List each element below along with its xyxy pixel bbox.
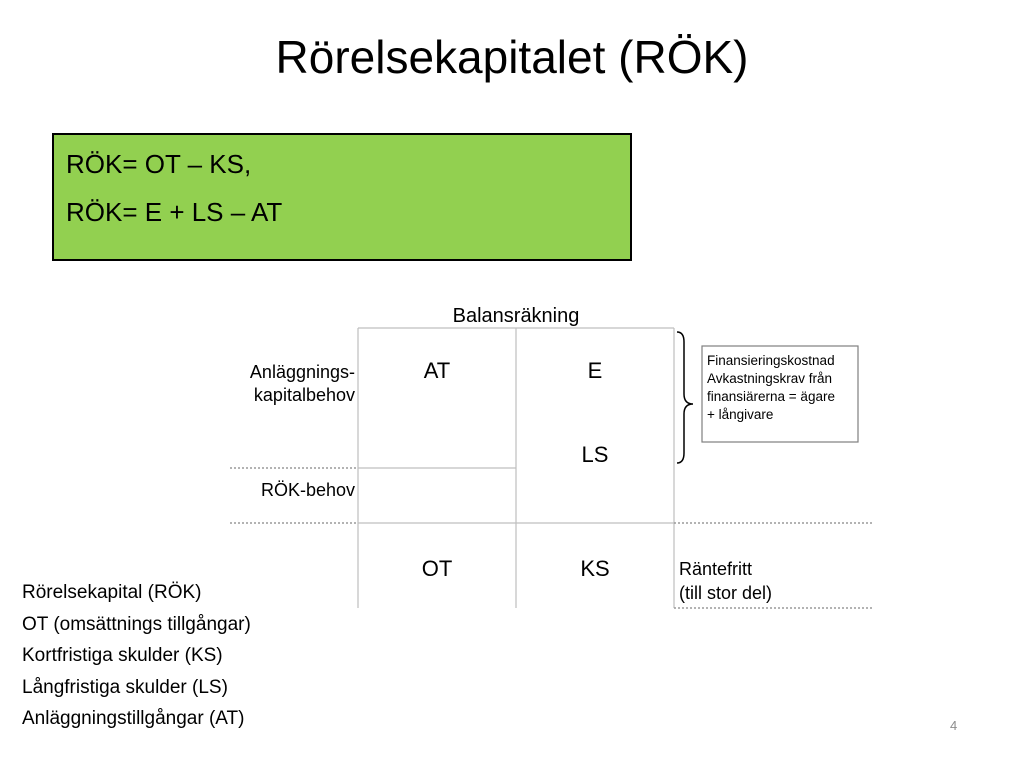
formula-line-2: RÖK= E + LS – AT — [66, 197, 283, 227]
financing-note-line-4: + långivare — [707, 407, 774, 422]
cell-ks: KS — [580, 556, 610, 581]
slide-title: Rörelsekapitalet (RÖK) — [275, 31, 749, 83]
cell-ot: OT — [421, 556, 453, 581]
left-label-rok-behov: RÖK-behov — [260, 480, 355, 500]
balance-sheet-heading: Balansräkning — [452, 305, 580, 327]
left-label-anlaggnings: Anläggnings- — [249, 362, 355, 382]
cell-at: AT — [423, 358, 451, 383]
legend — [22, 577, 251, 735]
left-label-kapitalbehov: kapitalbehov — [253, 385, 355, 405]
legend-item: Rörelsekapital (RÖK) — [22, 582, 202, 603]
right-label-rantefritt: Räntefritt — [679, 559, 753, 579]
page-number: 4 — [950, 718, 958, 733]
legend-item: Anläggningstillgångar (AT) — [22, 708, 245, 729]
cell-e: E — [587, 358, 603, 383]
cell-ls: LS — [581, 442, 609, 467]
balance-sheet-diagram — [0, 290, 1024, 620]
right-label-till-stor-del: (till stor del) — [679, 583, 773, 603]
legend-item: OT (omsättnings tillgångar) — [22, 613, 251, 635]
financing-note-line-2: Avkastningskrav från — [707, 371, 833, 386]
financing-note-line-1: Finansieringskostnad — [707, 353, 835, 368]
legend-item: Kortfristiga skulder (KS) — [22, 645, 223, 666]
legend-item: Långfristiga skulder (LS) — [22, 676, 228, 698]
balance-sheet-grid — [358, 328, 674, 608]
financing-note-line-3: finansiärerna = ägare — [707, 389, 835, 404]
formula-box — [52, 133, 632, 261]
formula-line-1: RÖK= OT – KS, — [66, 149, 252, 179]
curly-brace — [677, 332, 693, 463]
